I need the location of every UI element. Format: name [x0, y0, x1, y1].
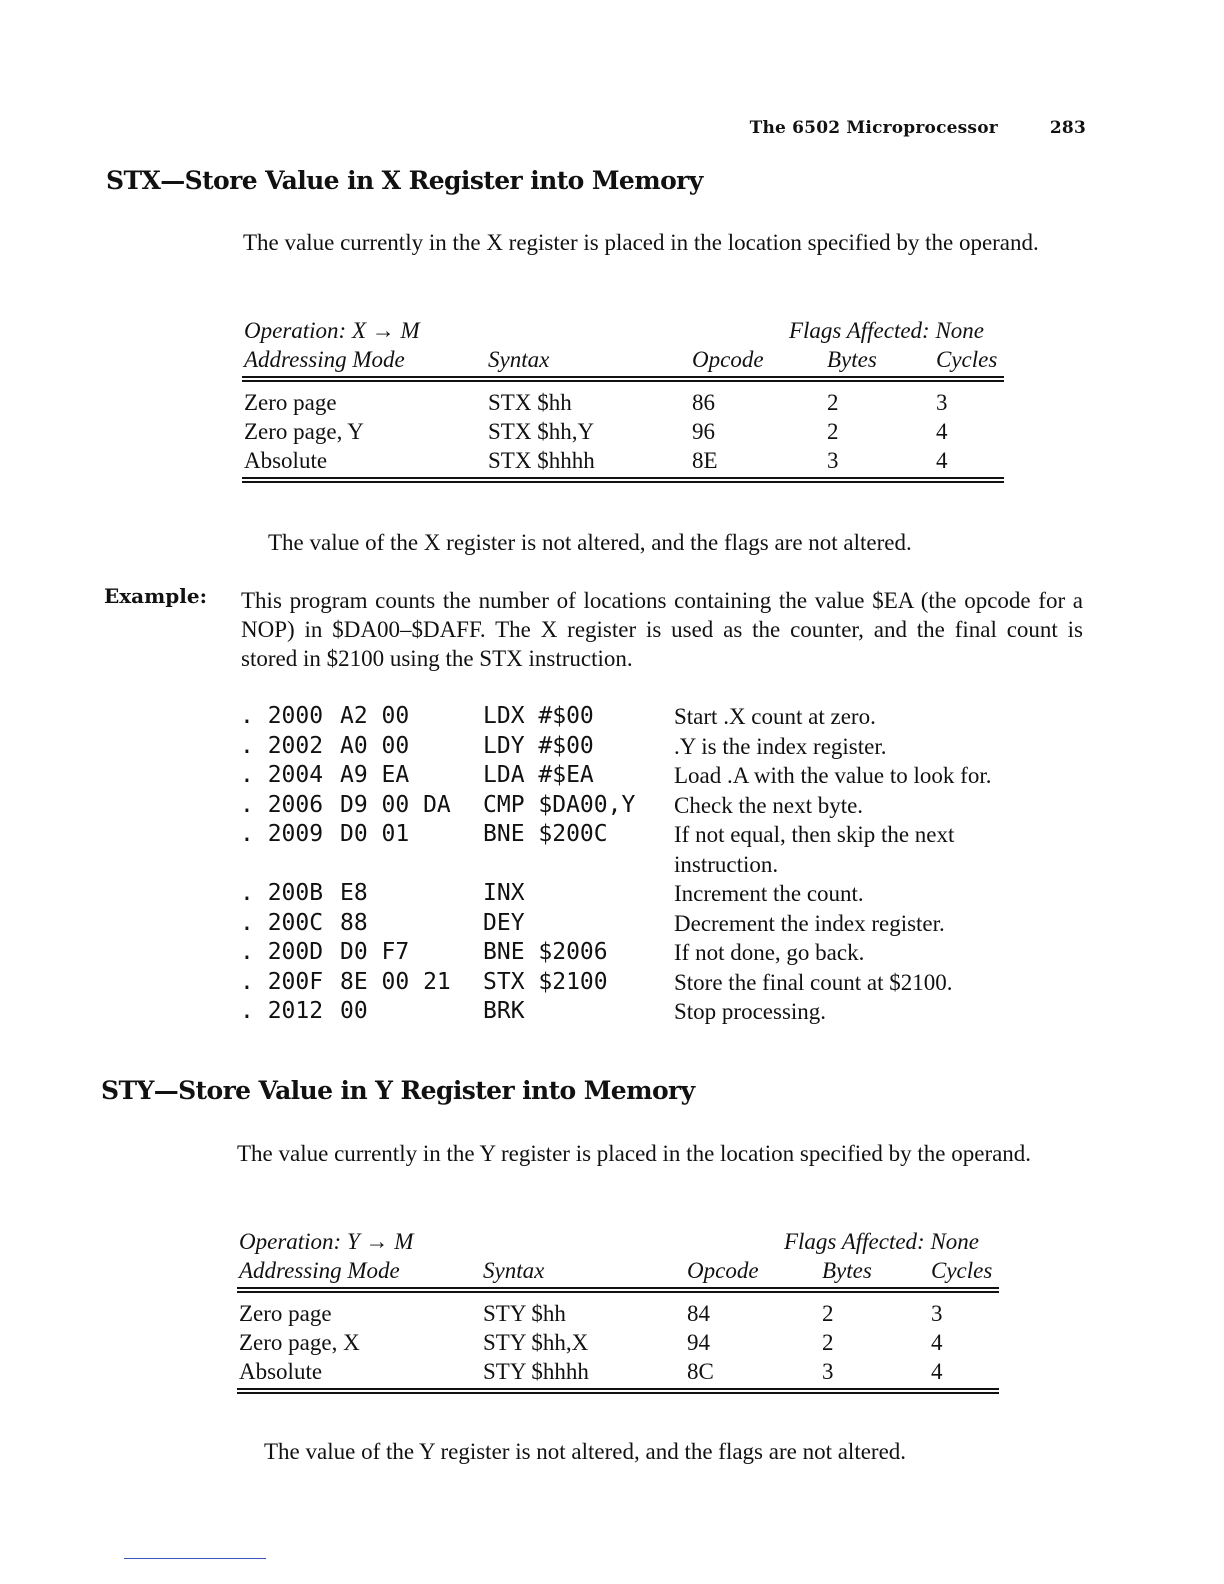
cell-addressing-mode: Zero page, X — [239, 1330, 360, 1355]
cell-opcode: 8C — [687, 1359, 714, 1384]
listing-comment: Start .X count at zero. — [674, 704, 876, 729]
listing-comment: Decrement the index register. — [674, 910, 945, 936]
listing-row — [240, 938, 1100, 968]
listing-row — [240, 820, 1100, 850]
cell-syntax: STY $hh — [483, 1301, 566, 1326]
table-row — [242, 446, 1004, 475]
stx-col-opcode: Opcode — [692, 347, 764, 372]
listing-comment: Load .A with the value to look for. — [674, 763, 992, 788]
listing-row — [240, 968, 1100, 998]
cell-syntax: STX $hh,Y — [488, 419, 595, 444]
sty-col-bytes: Bytes — [822, 1258, 872, 1283]
listing-instruction: LDX #$00 — [483, 703, 594, 729]
cell-bytes: 2 — [822, 1301, 834, 1326]
cell-cycles: 4 — [931, 1359, 943, 1384]
listing-address: . 200D — [240, 939, 324, 965]
cell-addressing-mode: Zero page, Y — [244, 419, 364, 444]
cell-addressing-mode: Absolute — [244, 448, 328, 473]
listing-row — [240, 879, 1100, 909]
cell-cycles: 4 — [936, 419, 948, 444]
example-label: Example: — [104, 584, 207, 608]
sty-col-addressing-mode: Addressing Mode — [239, 1258, 400, 1283]
table-row — [237, 1299, 999, 1328]
stx-col-cycles: Cycles — [936, 347, 998, 372]
listing-comment: Store the final count at $2100. — [674, 969, 953, 995]
stx-table-bottom-rule — [242, 477, 1004, 483]
cell-opcode: 84 — [687, 1301, 710, 1326]
running-header — [750, 118, 1086, 138]
cell-syntax: STX $hhhh — [488, 448, 595, 473]
listing-address: . 2004 — [240, 762, 324, 788]
table-row — [242, 388, 1004, 417]
listing-bytes: 8E 00 21 — [340, 968, 451, 995]
listing-comment: Increment the count. — [674, 881, 864, 906]
cell-bytes: 2 — [827, 419, 839, 444]
cell-syntax: STY $hh,X — [483, 1330, 589, 1355]
listing-instruction: INX — [483, 880, 525, 906]
listing-bytes: E8 — [340, 880, 368, 906]
sty-table-bottom-rule — [237, 1388, 999, 1394]
cell-cycles: 4 — [931, 1330, 943, 1355]
listing-instruction: DEY — [483, 909, 525, 936]
sty-operation: Operation: Y → M — [239, 1229, 414, 1254]
listing-row — [240, 909, 1100, 939]
cell-bytes: 2 — [822, 1330, 834, 1355]
sty-section-title: STY—Store Value in Y Register into Memory — [101, 1076, 695, 1105]
listing-bytes: 00 — [340, 998, 368, 1024]
listing-bytes: 88 — [340, 909, 368, 936]
cell-cycles: 4 — [936, 448, 948, 473]
stx-header-rule — [242, 376, 1004, 382]
listing-comment: Stop processing. — [674, 999, 827, 1024]
listing-instruction: CMP $DA00,Y — [483, 791, 636, 818]
stx-opcode-table — [242, 316, 1004, 483]
stx-col-syntax: Syntax — [488, 347, 550, 372]
cell-cycles: 3 — [936, 390, 948, 415]
sty-description: The value currently in the Y register is placed in the location specified by the operand. — [237, 1141, 1032, 1166]
listing-row — [240, 997, 1100, 1027]
stx-operation: Operation: X → M — [244, 318, 420, 343]
sty-note: The value of the Y register is not altered, and the flags are not altered. — [264, 1439, 907, 1464]
listing-comment: instruction. — [674, 851, 779, 877]
listing-bytes: D0 F7 — [340, 939, 410, 965]
listing-address: . 200C — [240, 909, 324, 936]
listing-bytes: D0 01 — [340, 821, 410, 847]
cell-opcode: 86 — [692, 390, 715, 415]
listing-bytes: A9 EA — [340, 762, 410, 788]
listing-address: . 200B — [240, 880, 324, 906]
listing-instruction: BNE $200C — [483, 821, 608, 847]
cell-addressing-mode: Zero page — [244, 390, 337, 415]
cell-addressing-mode: Zero page — [239, 1301, 332, 1326]
listing-row — [240, 791, 1100, 821]
stx-note: The value of the X register is not altered, and the flags are not altered. — [268, 530, 912, 555]
cell-bytes: 3 — [822, 1359, 834, 1384]
listing-bytes: A2 00 — [340, 703, 410, 729]
stx-description: The value currently in the X register is placed in the location specified by the operand. — [243, 230, 1039, 255]
code-listing — [240, 702, 1100, 1027]
cell-opcode: 94 — [687, 1330, 710, 1355]
cell-opcode: 96 — [692, 419, 715, 444]
listing-row — [240, 732, 1100, 762]
table-row — [237, 1357, 999, 1386]
sty-opcode-table — [237, 1227, 999, 1394]
cell-addressing-mode: Absolute — [239, 1359, 323, 1384]
listing-comment: If not done, go back. — [674, 940, 865, 965]
stx-flags-affected: Flags Affected: None — [788, 318, 984, 343]
page-number: 283 — [1049, 118, 1086, 138]
cell-syntax: STY $hhhh — [483, 1359, 589, 1384]
listing-address: . 2009 — [240, 821, 324, 847]
sty-col-cycles: Cycles — [931, 1258, 993, 1283]
table-row — [242, 417, 1004, 446]
cell-bytes: 2 — [827, 390, 839, 415]
listing-row — [240, 702, 1100, 732]
listing-instruction: BRK — [483, 998, 525, 1024]
table-row — [237, 1328, 999, 1357]
listing-bytes: D9 00 DA — [340, 791, 451, 818]
listing-instruction: BNE $2006 — [483, 939, 608, 965]
listing-comment: Check the next byte. — [674, 792, 864, 818]
listing-instruction: STX $2100 — [483, 968, 608, 995]
listing-row — [240, 761, 1100, 791]
stx-column-header-row — [242, 345, 1004, 374]
sty-flags-affected: Flags Affected: None — [783, 1229, 979, 1254]
listing-row — [240, 850, 1100, 880]
cell-opcode: 8E — [692, 448, 718, 473]
sty-col-syntax: Syntax — [483, 1258, 545, 1283]
cell-syntax: STX $hh — [488, 390, 572, 415]
listing-instruction: LDA #$EA — [483, 762, 594, 788]
stx-operation-row — [242, 316, 1004, 345]
listing-address: . 2006 — [240, 791, 324, 818]
listing-instruction: LDY #$00 — [483, 732, 594, 759]
listing-comment: .Y is the index register. — [674, 733, 887, 759]
listing-comment: If not equal, then skip the next — [674, 822, 955, 847]
cell-cycles: 3 — [931, 1301, 943, 1326]
sty-column-header-row — [237, 1256, 999, 1285]
listing-bytes: A0 00 — [340, 732, 410, 759]
stx-col-bytes: Bytes — [827, 347, 877, 372]
listing-address: . 2012 — [240, 998, 324, 1024]
listing-address: . 2000 — [240, 703, 324, 729]
stx-section-title: STX—Store Value in X Register into Memory — [106, 166, 703, 195]
sty-header-rule — [237, 1287, 999, 1293]
running-title: The 6502 Microprocessor — [749, 118, 998, 138]
example-description: This program counts the number of locations containing the value $EA (the opcode for a NOP) in $DA00–$DAFF. The X register is used as the counter, and the final count is stored in $2100 using the STX instruction. — [241, 588, 1083, 671]
sty-operation-row — [237, 1227, 999, 1256]
listing-address: . 200F — [240, 968, 324, 995]
cell-bytes: 3 — [827, 448, 839, 473]
listing-address: . 2002 — [240, 732, 324, 759]
sty-col-opcode: Opcode — [687, 1258, 759, 1283]
stx-col-addressing-mode: Addressing Mode — [244, 347, 405, 372]
footnote-rule — [124, 1558, 266, 1559]
